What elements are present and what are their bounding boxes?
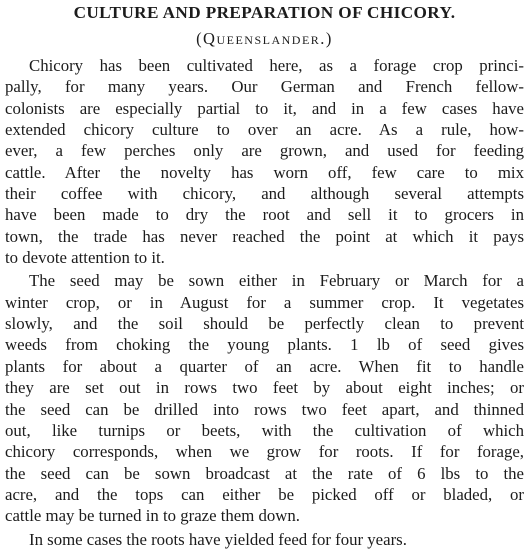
- paragraph-line: the seed can be sown broadcast at the rate of 6 lbs to the: [5, 463, 524, 483]
- paragraph-line: The seed may be sown either in February or March for a: [29, 271, 524, 291]
- article-headline: CULTURE AND PREPARATION OF CHICORY.: [73, 3, 456, 22]
- paragraph-line: to devote attention to it.: [5, 248, 165, 268]
- paragraph-line: Chicory has been cultivated here, as a forage crop princi-: [29, 56, 524, 75]
- paragraph-line: plants for about a quarter of an acre. When fit to handle: [5, 356, 524, 376]
- article-source: (Queenslander.): [196, 29, 333, 48]
- paragraph-line: winter crop, or in August for a summer crop. It vegetates: [5, 292, 524, 312]
- paragraph-line: chicory corresponds, when we grow for roots. If for forage,: [5, 442, 524, 462]
- paragraph-line: their coffee with chicory, and although several attempts: [5, 184, 524, 204]
- paragraph-line: the seed can be drilled into rows two feet apart, and thinned: [5, 399, 524, 419]
- paragraph-line: cattle may be turned in to graze them down.: [5, 506, 300, 526]
- paragraph-line: they are set out in rows two feet by about eight inches; or: [5, 378, 524, 398]
- paragraph-line: cattle. After the novelty has worn off, few care to mix: [5, 162, 524, 182]
- paragraph-line: slowly, and the soil should be perfectly clean to prevent: [5, 314, 524, 334]
- paragraph-line: out, like turnips or beets, with the cultivation of which: [5, 420, 524, 440]
- paragraph-line: weeds from choking the young plants. 1 lb of seed gives: [5, 335, 524, 355]
- paragraph-line: pally, for many years. Our German and French fellow-: [5, 77, 524, 97]
- paragraph-1: [5, 55, 524, 268]
- paragraph-3: [5, 529, 524, 550]
- paragraph-line: In some cases the roots have yielded feed for four years.: [29, 529, 407, 549]
- paragraph-line: acre, and the tops can either be picked off or bladed, or: [5, 484, 524, 504]
- paragraph-line: have been made to dry the root and sell it to grocers in: [5, 205, 524, 225]
- paragraph-line: extended chicory culture to over an acre. As a rule, how-: [5, 120, 524, 140]
- paragraph-line: colonists are especially partial to it, and in a few cases have: [5, 98, 524, 118]
- paragraph-2: [5, 270, 524, 526]
- paragraph-line: town, the trade has never reached the point at which it pays: [5, 226, 524, 246]
- paragraph-line: ever, a few perches only are grown, and used for feeding: [5, 141, 524, 161]
